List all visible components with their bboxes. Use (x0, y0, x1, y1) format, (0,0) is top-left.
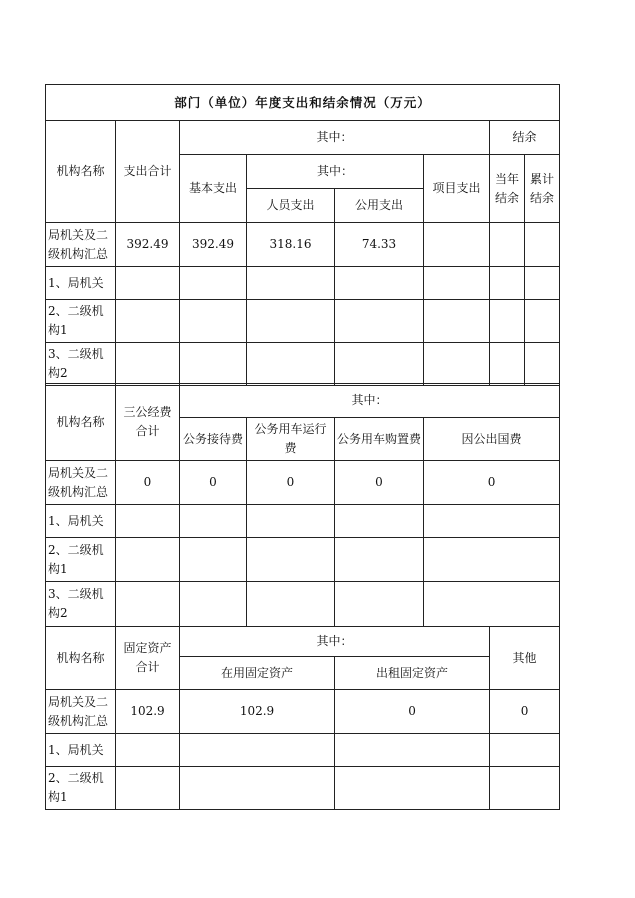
cell-abroad (424, 538, 560, 582)
cell-total (116, 505, 180, 538)
cell-vehicle-running (247, 538, 335, 582)
table-row (46, 582, 560, 627)
cell-other: 0 (490, 690, 560, 734)
header-of-which: 其中： (180, 627, 490, 657)
cell-personnel (247, 300, 335, 343)
header-of-which: 其中： (180, 384, 560, 418)
cell-project (424, 343, 490, 386)
cell-abroad (424, 505, 560, 538)
cell-reception: 0 (180, 461, 247, 505)
cell-reception (180, 582, 247, 627)
header-public-expenditure: 公用支出 (335, 189, 424, 223)
expenditure-surplus-table (45, 84, 560, 386)
three-public-expenses-table (45, 383, 560, 627)
header-vehicle-running-fee: 公务用车运行费 (247, 418, 335, 461)
cell-public (335, 343, 424, 386)
cell-project (424, 223, 490, 267)
row-name: 2、二级机构1 (46, 538, 116, 582)
cell-cumulative-surplus (525, 300, 560, 343)
header-other: 其他 (490, 627, 560, 690)
cell-rented: 0 (335, 690, 490, 734)
header-total-expenditure: 支出合计 (116, 121, 180, 223)
cell-other (490, 767, 560, 810)
cell-vehicle-purchase (335, 538, 424, 582)
row-name: 1、局机关 (46, 267, 116, 300)
cell-total (116, 767, 180, 810)
cell-total: 102.9 (116, 690, 180, 734)
cell-total (116, 343, 180, 386)
cell-public: 74.33 (335, 223, 424, 267)
header-abroad-fee: 因公出国费 (424, 418, 560, 461)
cell-vehicle-running: 0 (247, 461, 335, 505)
cell-in-use (180, 734, 335, 767)
cell-personnel (247, 267, 335, 300)
cell-abroad (424, 582, 560, 627)
cell-project (424, 267, 490, 300)
cell-year-surplus (490, 267, 525, 300)
cell-vehicle-purchase: 0 (335, 461, 424, 505)
fixed-assets-table (45, 626, 560, 810)
header-basic-expenditure: 基本支出 (180, 155, 247, 223)
cell-year-surplus (490, 300, 525, 343)
cell-total (116, 582, 180, 627)
cell-total (116, 267, 180, 300)
header-project-expenditure: 项目支出 (424, 155, 490, 223)
cell-personnel (247, 343, 335, 386)
cell-vehicle-running (247, 582, 335, 627)
table-row (46, 461, 560, 505)
header-org-name: 机构名称 (46, 627, 116, 690)
cell-in-use (180, 767, 335, 810)
cell-basic: 392.49 (180, 223, 247, 267)
header-vehicle-purchase-fee: 公务用车购置费 (335, 418, 424, 461)
cell-year-surplus (490, 223, 525, 267)
table-row (46, 767, 560, 810)
cell-cumulative-surplus (525, 343, 560, 386)
cell-total: 0 (116, 461, 180, 505)
header-in-use-assets: 在用固定资产 (180, 657, 335, 690)
header-of-which: 其中： (180, 121, 490, 155)
table-row (46, 690, 560, 734)
row-name: 1、局机关 (46, 505, 116, 538)
cell-abroad: 0 (424, 461, 560, 505)
page-title: 部门（单位）年度支出和结余情况（万元） (46, 85, 560, 121)
cell-total (116, 734, 180, 767)
header-personnel-expenditure: 人员支出 (247, 189, 335, 223)
cell-total (116, 538, 180, 582)
row-name: 局机关及二级机构汇总 (46, 461, 116, 505)
row-name: 局机关及二级机构汇总 (46, 223, 116, 267)
table-row (46, 223, 560, 267)
cell-basic (180, 300, 247, 343)
row-name: 2、二级机构1 (46, 767, 116, 810)
row-name: 2、二级机构1 (46, 300, 116, 343)
header-reception-fee: 公务接待费 (180, 418, 247, 461)
cell-basic (180, 267, 247, 300)
cell-personnel: 318.16 (247, 223, 335, 267)
row-name: 3、二级机构2 (46, 582, 116, 627)
header-three-public-total: 三公经费合计 (116, 384, 180, 461)
cell-vehicle-running (247, 505, 335, 538)
cell-in-use: 102.9 (180, 690, 335, 734)
cell-year-surplus (490, 343, 525, 386)
header-of-which-2: 其中： (247, 155, 424, 189)
table-row (46, 267, 560, 300)
cell-cumulative-surplus (525, 223, 560, 267)
cell-rented (335, 734, 490, 767)
table-row (46, 300, 560, 343)
cell-public (335, 267, 424, 300)
header-org-name: 机构名称 (46, 121, 116, 223)
cell-vehicle-purchase (335, 505, 424, 538)
cell-rented (335, 767, 490, 810)
cell-basic (180, 343, 247, 386)
cell-vehicle-purchase (335, 582, 424, 627)
cell-other (490, 734, 560, 767)
header-org-name: 机构名称 (46, 384, 116, 461)
table-row (46, 734, 560, 767)
header-fixed-assets-total: 固定资产合计 (116, 627, 180, 690)
table-row (46, 343, 560, 386)
cell-total (116, 300, 180, 343)
table-row (46, 505, 560, 538)
cell-project (424, 300, 490, 343)
cell-public (335, 300, 424, 343)
table-row (46, 538, 560, 582)
header-rented-assets: 出租固定资产 (335, 657, 490, 690)
header-year-surplus: 当年结余 (490, 155, 525, 223)
cell-total: 392.49 (116, 223, 180, 267)
header-cumulative-surplus: 累计结余 (525, 155, 560, 223)
cell-cumulative-surplus (525, 267, 560, 300)
header-surplus: 结余 (490, 121, 560, 155)
row-name: 局机关及二级机构汇总 (46, 690, 116, 734)
row-name: 3、二级机构2 (46, 343, 116, 386)
row-name: 1、局机关 (46, 734, 116, 767)
cell-reception (180, 538, 247, 582)
cell-reception (180, 505, 247, 538)
